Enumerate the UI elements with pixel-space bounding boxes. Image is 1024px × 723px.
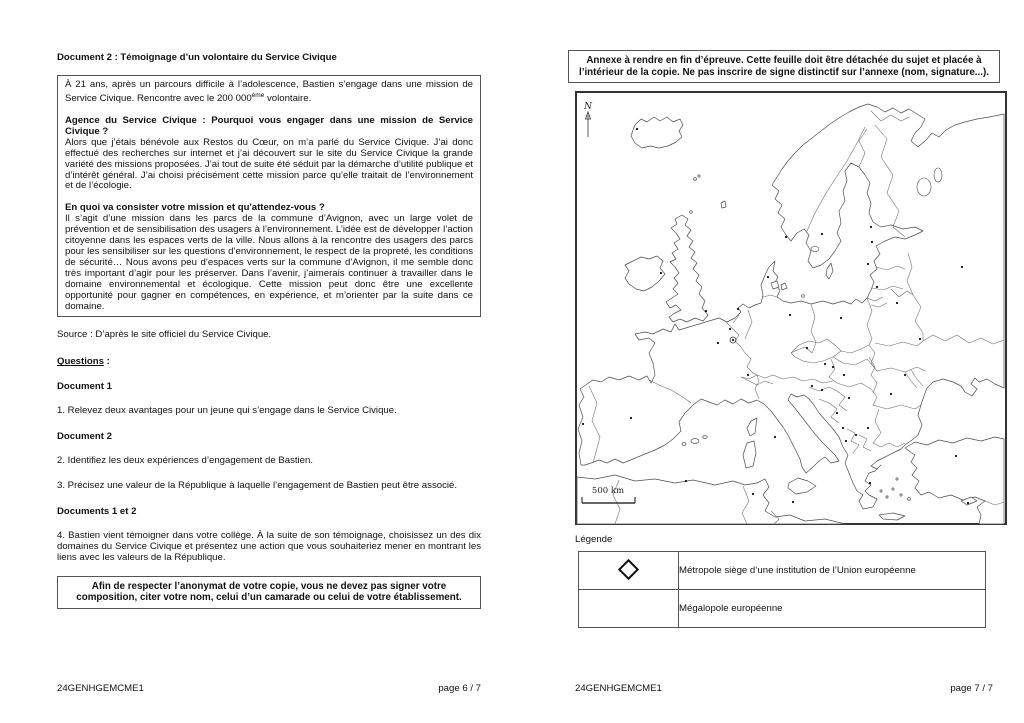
europe-outline-map: [575, 91, 1007, 525]
legend-label-metropole: Métropole siège d’une institution de l’Union européenne: [679, 552, 986, 590]
page-7: [568, 0, 1008, 694]
source-line: Source : D’après le site officiel du Service Civique.: [57, 329, 272, 341]
question-4: 4. Bastien vient témoigner dans votre collège. À la suite de son témoignage, choisissez un des dix domaines du Service Civique et présentez une action que vous souhaiteriez mener en montrant les liens avec les valeurs de la République.: [57, 530, 481, 563]
aegean-4: [900, 494, 902, 496]
aegean-1: [880, 490, 882, 492]
faroe-2: [698, 175, 700, 177]
document-2-title: Document 2 : Témoignage d’un volontaire du Service Civique: [57, 52, 337, 63]
aegean-5: [896, 478, 898, 480]
annexe-instruction-box: Annexe à rendre en fin d’épreuve. Cette feuille doit être détachée du sujet et placée à l’intérieur de la copie. Ne pas inscrire de signe distinctif sur l’annexe (nom, signature...).: [568, 50, 1000, 83]
exam-code: 24GENHGEMCME1: [575, 683, 662, 694]
interview-answer-2: Il s’agit d’une mission dans les parcs de la commune d’Avignon, avec un large volet de prévention et de sensibilisation des usagers à l’environnement. L’idée est de développer l’action citoyenne dans les espaces verts de la ville. Nous allons à la rencontre des usagers des parcs pour les sensibiliser sur les questions d’environnement, le respect de la propreté, les conditions de sécurité… Nous avons peu d’espaces verts sur la commune d’Avignon, il me semble donc très important d’agir pour les préserver. Dans l’avenir, j’aimerais continuer à travailler dans le domaine environnemental et écologique. Cette mission peut donc être une excellente opportunité pour gagner en compétences, en expérience, et m’orienter par la suite dans ce domaine.: [65, 213, 473, 312]
questions-heading: Questions :: [57, 356, 110, 368]
legend-title: Légende: [575, 534, 613, 545]
interview-answer-1: Alors que j’étais bénévole aux Restos du Cœur, on m’a parlé du Service Civique. J’ai donc effectué des recherches sur internet et j’ai découvert sur le site du Service Civique la grande variété des missions proposées. J’ai tout de suite été séduit par la démarche d’utilité publique et d’intérêt général. J’ai choisi précisément cette mission parce qu’elle traitait de l’environnement et de l’écologie.: [65, 136, 473, 192]
testimony-intro: À 21 ans, après un parcours difficile à l’adolescence, Bastien s’engage dans une mission de Service Civique. Rencontre avec le 200 000ème volontaire.: [65, 79, 473, 105]
legend-table: [578, 551, 986, 628]
page-number: page 7 / 7: [950, 683, 993, 694]
anonymity-warning-box: Afin de respecter l’anonymat de votre copie, vous ne devez pas signer votre composition, citer votre nom, celui d’un camarade ou celui de votre établissement.: [57, 576, 481, 609]
europe-map-svg: [575, 91, 1007, 525]
section-heading-doc2: Document 2: [57, 431, 112, 443]
legend-symbol-cell-empty: [579, 590, 679, 628]
diamond-outline-icon: [618, 558, 639, 579]
question-1: 1. Relevez deux avantages pour un jeune qui s’engage dans le Service Civique.: [57, 405, 397, 417]
page-6: [57, 0, 481, 694]
faroe-1: [694, 178, 697, 181]
interview-question-2: En quoi va consister votre mission et qu'attendez-vous ?: [65, 202, 325, 214]
section-heading-docs-1-2: Documents 1 et 2: [57, 506, 137, 518]
scale-label: 500 km: [591, 486, 625, 496]
footer-page-7: [575, 683, 993, 694]
ibiza: [682, 443, 686, 446]
interview-question-1: Agence du Service Civique : Pourquoi vous engager dans une mission de Service Civique ?: [65, 115, 473, 137]
aegean-3: [892, 488, 894, 490]
aegean-2: [886, 496, 888, 498]
legend-label-megalopole: Mégalopole européenne: [679, 590, 986, 628]
mallorca: [691, 439, 699, 444]
orkney: [690, 211, 693, 214]
ordinal-superscript: ème: [251, 91, 265, 99]
legend-row-megalopole: [579, 590, 986, 628]
north-label: N: [584, 102, 592, 112]
legend-symbol-cell: [579, 552, 679, 590]
lake-ladoga: [917, 178, 931, 196]
page-number: page 6 / 7: [438, 683, 481, 694]
lake-vanern: [811, 246, 819, 251]
question-3: 3. Précisez une valeur de la République à laquelle l’engagement de Bastien peut être associé.: [57, 480, 458, 492]
question-2: 2. Identifiez les deux expériences d’engagement de Bastien.: [57, 455, 314, 467]
footer-page-6: [57, 683, 481, 694]
legend-row-metropole: [579, 552, 986, 590]
bornholm: [802, 295, 805, 298]
testimony-box: [57, 75, 481, 317]
section-heading-doc1: Document 1: [57, 381, 112, 393]
lake-onega: [934, 168, 942, 182]
menorca: [703, 436, 707, 439]
rhodes: [908, 498, 911, 501]
exam-code: 24GENHGEMCME1: [57, 683, 144, 694]
